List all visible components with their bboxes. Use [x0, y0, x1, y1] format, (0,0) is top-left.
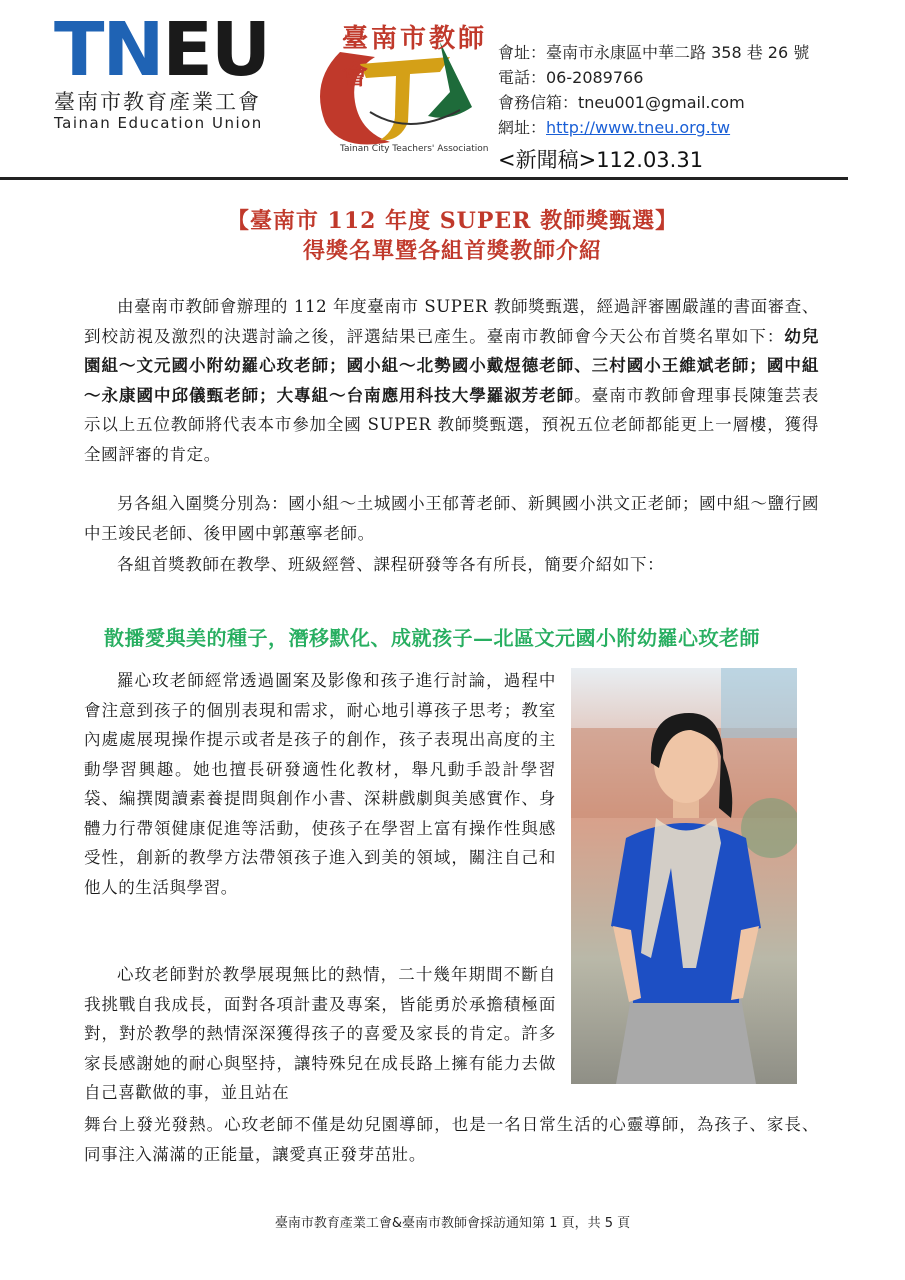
email: tneu001@gmail.com — [578, 93, 745, 112]
document-title-line-2: 得獎名單暨各組首獎教師介紹 — [302, 238, 602, 264]
section-title: 散播愛與美的種子，潛移默化、成就孩子—北區文元國小附幼羅心玫老師 — [104, 626, 760, 650]
tneu-logo — [54, 7, 274, 132]
intro-paragraph-3: 各組首獎教師在教學、班級經營、課程研發等各有所長，簡要介紹如下： — [117, 555, 665, 574]
contact-info — [498, 40, 809, 140]
teachers-association-logo — [300, 12, 490, 162]
website-row — [498, 115, 809, 140]
email-row — [498, 90, 809, 115]
email-label: 會務信箱： — [498, 93, 579, 112]
phone: 電話：06-2089766 — [498, 68, 644, 87]
address: 會址：臺南市永康區中華二路 358 巷 26 號 — [498, 43, 810, 62]
page-footer: 臺南市教育產業工會&臺南市教師會採訪通知第 1 頁，共 5 頁 — [274, 1216, 631, 1231]
winners-list: 幼兒園組～文元國小附幼羅心玫老師；國小組～北勢國小戴煜德老師、三村國小王維斌老師；國中組～永康國中邱儀甄老師；大專組～台南應用科技大學羅淑芳老師 — [84, 326, 820, 405]
teachers-association-name-en: Tainan City Teachers' Association — [340, 144, 489, 154]
intro-paragraph-1 — [84, 292, 819, 469]
section-paragraph-2-continued: 舞台上發光發熱。心玫老師不僅是幼兒園導師，也是一名日常生活的心靈導師，為孩子、家長、同事注入滿滿的正能量，讓愛真正發芽茁壯。 — [84, 1115, 819, 1164]
intro-p1-start: 由臺南市教師會辦理的 112 年度臺南市 SUPER 教師獎甄選，經過評審團嚴謹的書面審查、到校訪視及激烈的決選討論之後，評選結果已產生。臺南市教師會今天公布首獎名單如下： — [84, 297, 819, 346]
intro-p1-end: 。臺南市教師會理事長陳箑芸表示以上五位教師將代表本市參加全國 SUPER 教師獎甄選，預祝五位老師都能更上一層樓，獲得全國評審的肯定。 — [84, 385, 819, 464]
teacher-photo — [571, 668, 797, 1084]
website-label: 網址： — [498, 118, 547, 137]
teachers-association-name-zh: 臺南市教師會 — [342, 24, 488, 91]
press-release-label: <新聞稿>112.03.31 — [498, 148, 704, 172]
tneu-name-zh: 臺南市教育產業工會 — [54, 90, 261, 114]
tneu-logo-mark: TNEU — [54, 7, 270, 93]
intro-paragraph-2: 另各組入圍獎分別為：國小組～土城國小王郁菁老師、新興國小洪文正老師；國中組～鹽行國中王竣民老師、後甲國中郭蕙寧老師。 — [84, 494, 819, 543]
tneu-name-en: Tainan Education Union — [54, 114, 263, 132]
section-paragraph-1: 羅心玫老師經常透過圖案及影像和孩子進行討論，過程中會注意到孩子的個別表現和需求，耐心地引導孩子思考；教室內處處展現操作提示或者是孩子的創作，孩子表現出高度的主動學習興趣。她也擅長研發適性化教材，舉凡動手設計學習袋、編撰閱讀素養提問與創作小書、深耕戲劇與美感實作、身體力行帶領健康促進等活動，使孩子在學習上富有操作性與感受性，創新的教學方法帶領孩子進入到美的領域，關注自己和他人的生活與學習。 — [84, 671, 556, 897]
document-title-line-1: 【臺南市 112 年度 SUPER 教師獎甄選】 — [226, 208, 679, 234]
header-divider — [0, 177, 848, 180]
website-link[interactable]: http://www.tneu.org.tw — [546, 118, 731, 137]
section-paragraph-2-column: 心玫老師對於教學展現無比的熱情，二十幾年期間不斷自我挑戰自我成長，面對各項計畫及專案，皆能勇於承擔積極面對，對於教學的熱情深深獲得孩子的喜愛及家長的肯定。許多家長感謝她的耐心與堅持，讓特殊兒在成長路上擁有能力去做自己喜歡做的事，並且站在 — [84, 965, 556, 1102]
